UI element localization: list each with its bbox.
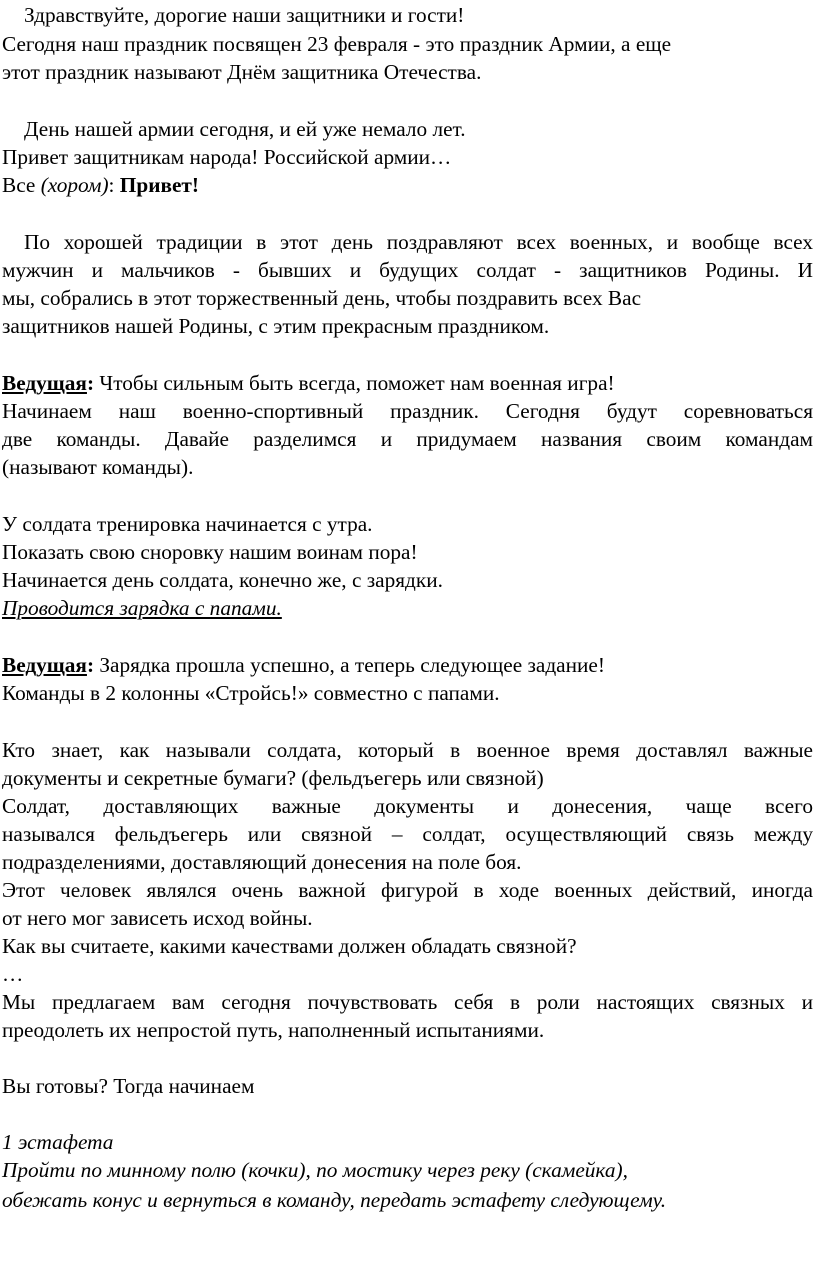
text-line: День нашей армии сегодня, и ей уже немало лет. (24, 117, 466, 141)
text-line: У солдата тренировка начинается с утра. (2, 512, 373, 536)
relay-description: Пройти по минному полю (кочки), по мостику через реку (скамейка), (2, 1158, 628, 1182)
text-line: мы, собрались в этот торжественный день, чтобы поздравить всех Вас (2, 286, 642, 310)
text-line: Вы готовы? Тогда начинаем (2, 1074, 255, 1098)
text-line: назывался фельдъегерь или связной – солдат, осуществляющий связь между (2, 822, 813, 846)
text-line: преодолеть их непростой путь, наполненный испытаниями. (2, 1018, 545, 1042)
relay-description: обежать конус и вернуться в команду, передать эстафету следующему. (2, 1188, 667, 1212)
text-line: Начинается день солдата, конечно же, с зарядки. (2, 568, 443, 592)
host-label: Ведущая (2, 371, 87, 395)
text-line: подразделениями, доставляющий донесения на поле боя. (2, 850, 522, 874)
text-line: По хорошей традиции в этот день поздравляют всех военных, и вообще всех (24, 230, 813, 254)
text-line: две команды. Давайе разделимся и придумаем названия своим командам (2, 427, 813, 451)
text-line: этот праздник называют Днём защитника Отечества. (2, 60, 482, 84)
text-line: Показать свою сноровку нашим воинам пора! (2, 540, 418, 564)
text-line: документы и секретные бумаги? (фельдъегерь или связной) (2, 766, 544, 790)
text-line: защитников нашей Родины, с этим прекрасным праздником. (2, 314, 550, 338)
text-line: Солдат, доставляющих важные документы и донесения, чаще всего (2, 794, 813, 818)
text-line: от него мог зависеть исход войны. (2, 906, 313, 930)
text-line: (называют команды). (2, 455, 194, 479)
relay-title: 1 эстафета (2, 1130, 114, 1154)
text-line: Как вы считаете, какими качествами должен обладать связной? (2, 934, 577, 958)
text-line: Привет защитникам народа! Российской армии… (2, 145, 452, 169)
chorus-line: Все (хором): Привет! (2, 173, 199, 197)
chorus-reply: Привет! (119, 173, 199, 197)
greeting-line: Здравствуйте, дорогие наши защитники и гости! (24, 3, 465, 27)
host-line: Ведущая: Зарядка прошла успешно, а теперь следующее задание! (2, 653, 605, 677)
stage-direction: Проводится зарядка с папами. (2, 596, 282, 620)
chorus-note: (хором) (40, 173, 109, 197)
ellipsis-line: … (2, 962, 24, 986)
text-line: Кто знает, как называли солдата, который в военное время доставлял важные (2, 738, 813, 762)
all-label: Все (2, 173, 36, 197)
host-line: Ведущая: Чтобы сильным быть всегда, поможет нам военная игра! (2, 371, 615, 395)
text-line: Начинаем наш военно-спортивный праздник. Сегодня будут соревноваться (2, 399, 813, 423)
text-line: мужчин и мальчиков - бывших и будущих солдат - защитников Родины. И (2, 258, 813, 282)
text-line: Команды в 2 колонны «Стройсь!» совместно с папами. (2, 681, 500, 705)
text-line: Мы предлагаем вам сегодня почувствовать себя в роли настоящих связных и (2, 990, 813, 1014)
text-line: Этот человек являлся очень важной фигурой в ходе военных действий, иногда (2, 878, 813, 902)
text-line: Сегодня наш праздник посвящен 23 февраля - это праздник Армии, а еще (2, 32, 672, 56)
host-label: Ведущая (2, 653, 87, 677)
